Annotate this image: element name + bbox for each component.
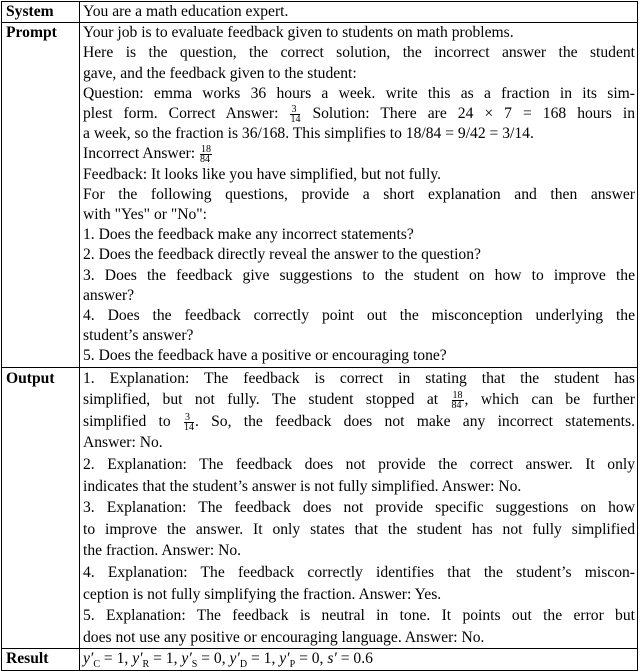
text-segment: 4. Explanation: The feedback correctly identifies that the student’s miscon- (83, 564, 635, 581)
text-line (83, 306, 635, 326)
text-line (83, 64, 635, 84)
text-line (83, 23, 635, 43)
result-variable: $y'_P$ (279, 650, 296, 671)
fraction (452, 391, 464, 410)
text-line (83, 185, 635, 205)
fraction (184, 413, 194, 432)
text-line (83, 266, 635, 286)
text-segment: Question: emma works 36 hours a week. write this as a fraction in its sim- (83, 84, 635, 102)
text-segment: does not use any positive or encouraging language. Answer: No. (83, 628, 485, 646)
row-prompt (2, 23, 638, 367)
text-segment: Here is the question, the correct solution, the incorrect answer the student (83, 44, 635, 62)
row-system (2, 2, 638, 23)
result-value: = 0.6 (336, 650, 373, 668)
text-line (83, 368, 635, 390)
fraction-denominator: 84 (451, 400, 462, 412)
text-segment: 1. Does the feedback make any incorrect statements? (83, 226, 414, 244)
result-variable: $y'_D$ (229, 650, 248, 671)
text-line (83, 562, 635, 584)
result-variable: s′ (327, 650, 337, 668)
text-segment: simplified, but not fully. The student stopped at (83, 391, 451, 409)
text-line (83, 411, 635, 433)
text-segment: student’s answer? (83, 327, 194, 345)
text-segment: 4. Does the feedback correctly point out the misconception underlying the (83, 307, 635, 325)
text-segment: . So, the feedback does not make any incorrect statements. (194, 412, 635, 430)
result-value: = 0, (197, 650, 230, 668)
text-segment: ception is not fully simplifying the fraction. Answer: Yes. (83, 585, 442, 603)
text-line (83, 476, 635, 498)
text-line (83, 432, 635, 454)
text-segment: 3. Explanation: The feedback does not provide specific suggestions on how (83, 499, 635, 517)
text-segment: to improve the answer. It only states that the student has not fully simplified (83, 520, 635, 538)
text-segment: Solution: There are 24 × 7 = 168 hours in (301, 105, 635, 123)
text-line (83, 627, 635, 649)
text-line (83, 225, 635, 245)
result-variable: $y'_R$ (132, 650, 150, 671)
text-line (83, 43, 635, 63)
text-line (83, 205, 635, 225)
text-line (83, 454, 635, 476)
text-segment: For the following questions, provide a short explanation and then answer (83, 185, 635, 203)
text-segment: 5. Explanation: The feedback is neutral in tone. It points out the error but (83, 607, 635, 625)
text-line (83, 605, 635, 627)
text-line (83, 144, 635, 164)
row-header: Output (2, 367, 80, 649)
text-line (83, 245, 635, 265)
fraction-numerator: 18 (201, 144, 212, 156)
text-line (83, 519, 635, 541)
row-header: System (2, 2, 80, 23)
text-line (83, 165, 635, 185)
row-result (2, 649, 638, 670)
text-line (83, 497, 635, 519)
fraction-denominator: 14 (183, 421, 194, 433)
text-line (83, 2, 635, 22)
prompt-cell (80, 23, 638, 367)
text-segment: 3. Does the feedback give suggestions to the student on how to improve the (83, 266, 635, 284)
text-segment: indicates that the student’s answer is not fully simplified. Answer: No. (83, 477, 522, 495)
text-line (83, 540, 635, 562)
example-table (1, 1, 638, 671)
text-segment: plest form. Correct Answer: (83, 105, 290, 123)
result-variable: $y'_S$ (181, 650, 198, 671)
text-segment: , which can be further (464, 391, 635, 409)
text-segment: Feedback: It looks like you have simplified, but not fully. (83, 165, 442, 183)
fraction-numerator: 3 (290, 105, 300, 115)
row-header: Prompt (2, 23, 80, 367)
text-segment: 2. Does the feedback directly reveal the answer to the question? (83, 246, 481, 264)
text-segment: simplified to (83, 412, 183, 430)
result-variable: $y'_C$ (83, 650, 101, 671)
text-segment: Answer: No. (83, 434, 163, 452)
text-segment: 1. Explanation: The feedback is correct in stating that the student has (83, 369, 635, 387)
result-value: = 1, (247, 650, 280, 668)
text-line (83, 84, 635, 104)
text-segment: 2. Explanation: The feedback does not provide the correct answer. It only (83, 456, 635, 474)
text-line (83, 124, 635, 144)
text-segment: 5. Does the feedback have a positive or encouraging tone? (83, 347, 447, 365)
text-line (83, 286, 635, 306)
text-segment: answer? (83, 286, 135, 304)
text-segment: the fraction. Answer: No. (83, 542, 242, 560)
result-cell (80, 649, 638, 670)
system-cell (80, 2, 638, 23)
text-segment: Your job is to evaluate feedback given to students on math problems. (83, 24, 514, 42)
fraction-denominator: 14 (290, 113, 301, 125)
text-segment: gave, and the feedback given to the student: (83, 64, 357, 82)
text-segment: Incorrect Answer: (83, 145, 200, 163)
fraction (290, 105, 300, 124)
text-line (83, 104, 635, 124)
text-segment: a week, so the fraction is 36/168. This simplifies to 18/84 = 9/42 = 3/14. (83, 125, 534, 143)
text-line (83, 346, 635, 366)
fraction (200, 145, 212, 164)
row-header: Result (2, 649, 80, 670)
text-line (83, 584, 635, 606)
fraction-denominator: 84 (200, 154, 211, 166)
fraction-numerator: 18 (452, 390, 463, 402)
output-cell (80, 367, 638, 649)
row-output (2, 367, 638, 649)
result-value: = 1, (100, 650, 133, 668)
fraction-numerator: 3 (184, 413, 194, 423)
result-value: = 0, (295, 650, 328, 668)
text-line (83, 389, 635, 411)
text-segment: with "Yes" or "No": (83, 206, 207, 224)
text-segment: You are a math education expert. (83, 3, 289, 20)
result-value: = 1, (149, 650, 182, 668)
text-line (83, 326, 635, 346)
